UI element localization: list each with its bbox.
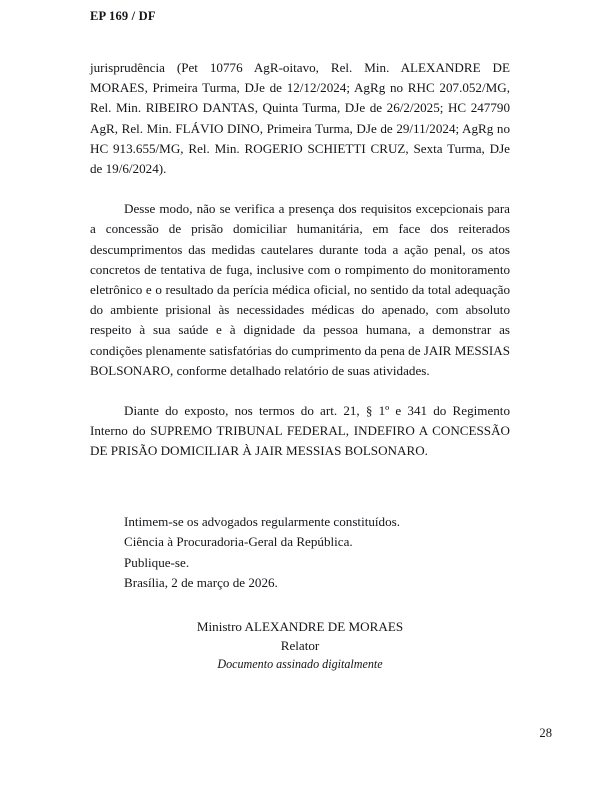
closing-block: [124, 512, 524, 594]
paragraph-jurisprudencia: jurisprudência (Pet 10776 AgR-oitavo, Rel. Min. ALEXANDRE DE MORAES, Primeira Turma, DJe de 12/12/2024; AgRg no RHC 207.052/MG, Rel. Min. RIBEIRO DANTAS, Quinta Turma, DJe de 26/2/2025; HC 247790 AgR, Rel. Min. FLÁVIO DINO, Primeira Turma, DJe de 29/11/2024; AgRg no HC 913.655/MG, Rel. Min. ROGERIO SCHIETTI CRUZ, Sexta Turma, DJe de 19/6/2024).: [90, 60, 510, 177]
paragraph-desse-modo: Desse modo, não se verifica a presença dos requisitos excepcionais para a concessão de prisão domiciliar humanitária, em face dos reiterados descumprimentos das medidas cautelares durante toda a ação penal, os atos concretos de tentativa de fuga, inclusive com o rompimento do monitoramento eletrônico e o resultado da perícia médica oficial, no sentido da total adequação do ambiente prisional às necessidades médicas do apenado, com absoluto respeito à sua saúde e à dignidade da pessoa humana, a demonstrar as condições plenamente satisfatórias do cumprimento da pena de JAIR MESSIAS BOLSONARO, conforme detalhado relatório de suas atividades.: [90, 201, 510, 378]
document-body: [90, 58, 510, 462]
closing-line-intimem-se: Intimem-se os advogados regularmente constituídos.: [124, 514, 400, 529]
signature-digital-note: Documento assinado digitalmente: [217, 657, 383, 671]
closing-line-ciencia: Ciência à Procuradoria-Geral da República.: [124, 534, 353, 550]
signature-minister-name: Ministro ALEXANDRE DE MORAES: [196, 619, 404, 634]
paragraph-diante-do-exposto: Diante do exposto, nos termos do art. 21, § 1º e 341 do Regimento Interno do SUPREMO TRIBUNAL FEDERAL, INDEFIRO A CONCESSÃO DE PRISÃO DOMICILIAR À JAIR MESSIAS BOLSONARO.: [90, 403, 510, 459]
signature-block: [0, 617, 600, 674]
signature-role: Relator: [280, 638, 320, 653]
closing-line-local-data: Brasília, 2 de março de 2026.: [124, 575, 278, 591]
document-header-case-number: EP 169 / DF: [90, 9, 156, 23]
page-number: 28: [539, 726, 552, 740]
closing-line-publique-se: Publique-se.: [124, 554, 190, 570]
